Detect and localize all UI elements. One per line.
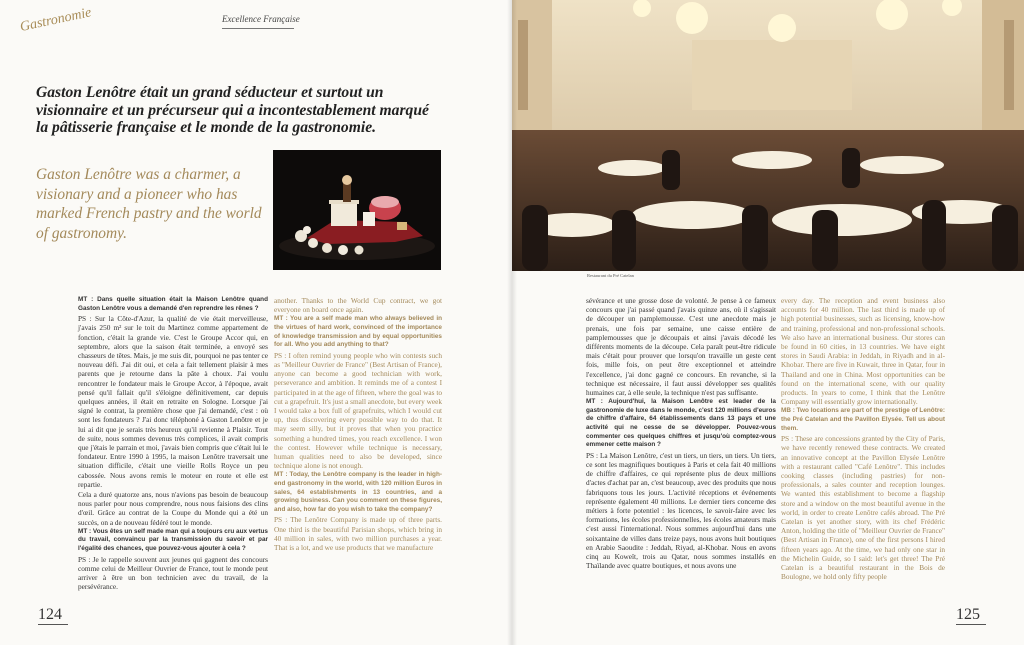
- article-column-2: [274, 296, 442, 586]
- interview-question: MT : Vous êtes un self made man qui a toujours cru aux vertus du travail, convaincu par la transmission du savoir et par l'égalité des chances, que pouvez-vous ajouter à cela ?: [78, 527, 268, 553]
- interview-answer: PS : I often remind young people who win contests such as "Meilleur Ouvrier de France" (Best Artisan of France), anyone can become a good technician with work, perseverance and ambition. It reminds me of a contest I participated in at the age of fifteen, where the goal was to cut a grapefruit. It's just a small anecdote, but every week I would take a box full of grapefruits, which I would cut up, thus discovering every possible way to do that. It may seem silly, but it proves that when you practice something a hundred times, you reach excellence. I won the contest. However while technique is necessary, human qualities need to also be developed, since technique alone is not enough.: [274, 350, 442, 471]
- interview-question: MT : Dans quelle situation était la Maison Lenôtre quand Gaston Lenôtre vous a demandé d'en reprendre les rênes ?: [78, 296, 268, 312]
- spread-gutter: [507, 0, 517, 645]
- article-column-3: [586, 296, 776, 586]
- pull-quote-french: Gaston Lenôtre était un grand séducteur et surtout un visionnaire et un précurseur qui a incontestablement marqué la pâtisserie française et le monde de la gastronomie.: [36, 84, 429, 136]
- article-column-4: [781, 296, 945, 586]
- running-title: Excellence Française: [222, 14, 300, 24]
- interview-answer: PS : Sur la Côte-d'Azur, la qualité de vie était merveilleuse, j'avais 250 m² sur le toit du Martinez comme appartement de fonction, c'était la grande vie. C'est le Groupe Accor qui, en septembre, alors que la saison était terminée, a envoyé ses chasseurs de têtes. Mais, je me suis dit, pourquoi ne pas tenter ce nouveau défi. J'ai dit oui, et cela a fait tellement plaisir à mes parents que je retourne dans la pâte à choux. J'ai voulu rencontrer le fondateur mais le Groupe Accor, à l'époque, avait pensé qu'il fallait qu'il s'éloigne définitivement, car depuis quelques années, il était en retraite en Sologne. Lorsque j'ai signé le contrat, la première chose que j'ai demandé, c'est : où sont les fondateurs ? J'ai donc téléphoné à Gaston Lenôtre et je lui ai dit que je serais très heureux qu'il revienne à Plaisir. Tout de suite, nous sommes devenus très complices, il avait compris que j'étais le parrain et moi, j'avais bien compris que c'était lui le fondateur. Entre 1990 à 1995, la maison Lenôtre traversait une situation difficile, c'était une vieille Rolls Royce un peu cabossée. Nous avons remis le moteur en route et elle est repartie.: [78, 314, 268, 489]
- interview-question: MT : Today, the Lenôtre company is the leader in high-end gastronomy in the world, with 120 million Euros in sales, 64 establishments in 13 countries, and a growing business. Can you comment on these figures, and also, how far do you wish to take the company?: [274, 471, 442, 513]
- restaurant-photo: [512, 0, 1024, 271]
- page-number-right: 125: [956, 606, 980, 623]
- interview-question: MT : Aujourd'hui, la Maison Lenôtre est leader de la gastronomie de luxe dans le monde, c'est 120 millions d'euros de chiffre d'affaire, 64 établissements dans 13 pays et une activité qui ne cesse de se développer. Pouvez-vous commenter ces quelques chiffres et jusqu'où comptez-vous emmener cette maison ?: [586, 398, 776, 449]
- interview-question: MT : You are a self made man who always believed in the virtues of hard work, convinced of the importance of knowledge transmission and by equal opportunities for all. Who you add anything to that?: [274, 315, 442, 349]
- pull-quote-english: Gaston Lenôtre was a charmer, a visionary and a pioneer who has marked French pastry and the world of gastronomy.: [36, 166, 262, 242]
- article-column-1: [78, 296, 268, 592]
- page-number-rule-left: [38, 624, 68, 625]
- pastry-photo: [273, 150, 441, 270]
- interview-answer: PS : The Lenôtre Company is made up of three parts. One third is the beautiful Parisian shops, which bring in 40 million in sales, with two million purchases a year. That is a lot, and we use products that we manufacture: [274, 515, 442, 552]
- interview-answer: PS : Je le rappelle souvent aux jeunes qui gagnent des concours comme celui de Meilleur Ouvrier de France, tout le monde peut arriver à être un bon technicien avec du travail, de la persévérance.: [78, 554, 268, 592]
- photo-caption: Restaurant du Pré Catelan: [587, 273, 634, 278]
- section-label: Gastronomie: [18, 5, 93, 36]
- interview-answer: another. Thanks to the World Cup contract, we got everyone on board once again.: [274, 296, 442, 315]
- page-number-rule-right: [956, 624, 986, 625]
- interview-question: MB : Two locations are part of the prestige of Lenôtre: the Pré Catelan and the Pavillon Elysée. Tell us about them.: [781, 407, 945, 432]
- running-title-rule: [222, 28, 294, 29]
- page-number-left: 124: [38, 606, 62, 623]
- interview-answer: sévérance et une grosse dose de volonté. Je pense à ce fameux concours que j'ai passé quand j'avais quinze ans, où il s'agissait de découper un pamplemousse. C'est une anecdote mais je prenais, une fois par semaine, une caisse entière de pamplemousses que je découpais et ainsi j'avais décodé les différents moments de la découpe. Cela paraît peut-être ridicule mais c'était pour prouver que lorsqu'on travaille un geste cent fois, mille fois, on peut être exceptionnel et atteindre l'excellence, j'ai donc gagné ce concours. En revanche, si la technique est nécessaire, il faut aussi développer ses qualités humaines car, à elle seule, la technique n'est pas suffisante.: [586, 296, 776, 398]
- interview-answer: every day. The reception and event business also accounts for 40 million. The last third is made up of high potential businesses, such as licensing, know-how and training, professional and non-professional schools. We also have an international business. Our stores can be found in 60 cities, in 13 countries. We have eight stores in Saudi Arabia: in Jeddah, in Riyadh and in al-Khobar. There are five in Kuwait, three in Qatar, four in Thailand and one in China. Most opportunities can be found on the international scene, with our quality products. In years to come, I think that the Lenôtre Company will essentially grow internationally.: [781, 296, 945, 407]
- interview-answer: PS : La Maison Lenôtre, c'est un tiers, un tiers, un tiers. Un tiers, ce sont les magnifiques boutiques à Paris et cela fait 40 millions de chiffre d'affaires, ce qui représente plus de deux millions d'actes d'achat par an, c'est beaucoup, avec des produits que nous fabriquons tous les jours. L'activité réceptions et événements représente également 40 millions. Le dernier tiers concerne des métiers à forte potentiel : les licences, le savoir-faire avec les formations, les écoles professionnelles, les écoles amateurs mais c'est aussi l'international. Nous sommes aujourd'hui dans une soixantaine de villes dans treize pays, nous avons huit boutiques en Arabie Saoudite : Jeddah, Riyad, al-Khobar. Nous en avons cinq au Koweït, trois au Qatar, nous sommes installés en Thaïlande avec quatre boutiques, et nous avons une: [586, 450, 776, 571]
- interview-answer: PS : These are concessions granted by the City of Paris, we have recently renewed these contracts. We created an innovative concept at the Pavillon Elysée Lenôtre with a restaurant called "Café Lenôtre". This includes cooking classes (including pastries) for non-professionals, a sales counter and reception lounges. We wanted this establishment to become a flagship store and a window on the most beautiful avenue in the world, in order to create Lenôtre cafés abroad. The Pré Catelan is yet another story, with its chef Frédéric Anton, holding the title of "Meilleur Ouvrier de France" (Best Artisan in France), one of the first persons I hired fifteen years ago. At the time, we had only one star in the Michelin Guide, so I said: let's get three! The Pré Catelan is a beautiful restaurant in the Bois de Boulogne, we hold only fifty people: [781, 434, 945, 582]
- interview-answer: Cela a duré quatorze ans, nous n'avions pas besoin de beaucoup nous parler pour nous comprendre, nous nous faisions des clins d'œil. Grâce au contrat de la Coupe du Monde qui a été un succès, on a de nouveau fédéré tout le monde.: [78, 490, 268, 527]
